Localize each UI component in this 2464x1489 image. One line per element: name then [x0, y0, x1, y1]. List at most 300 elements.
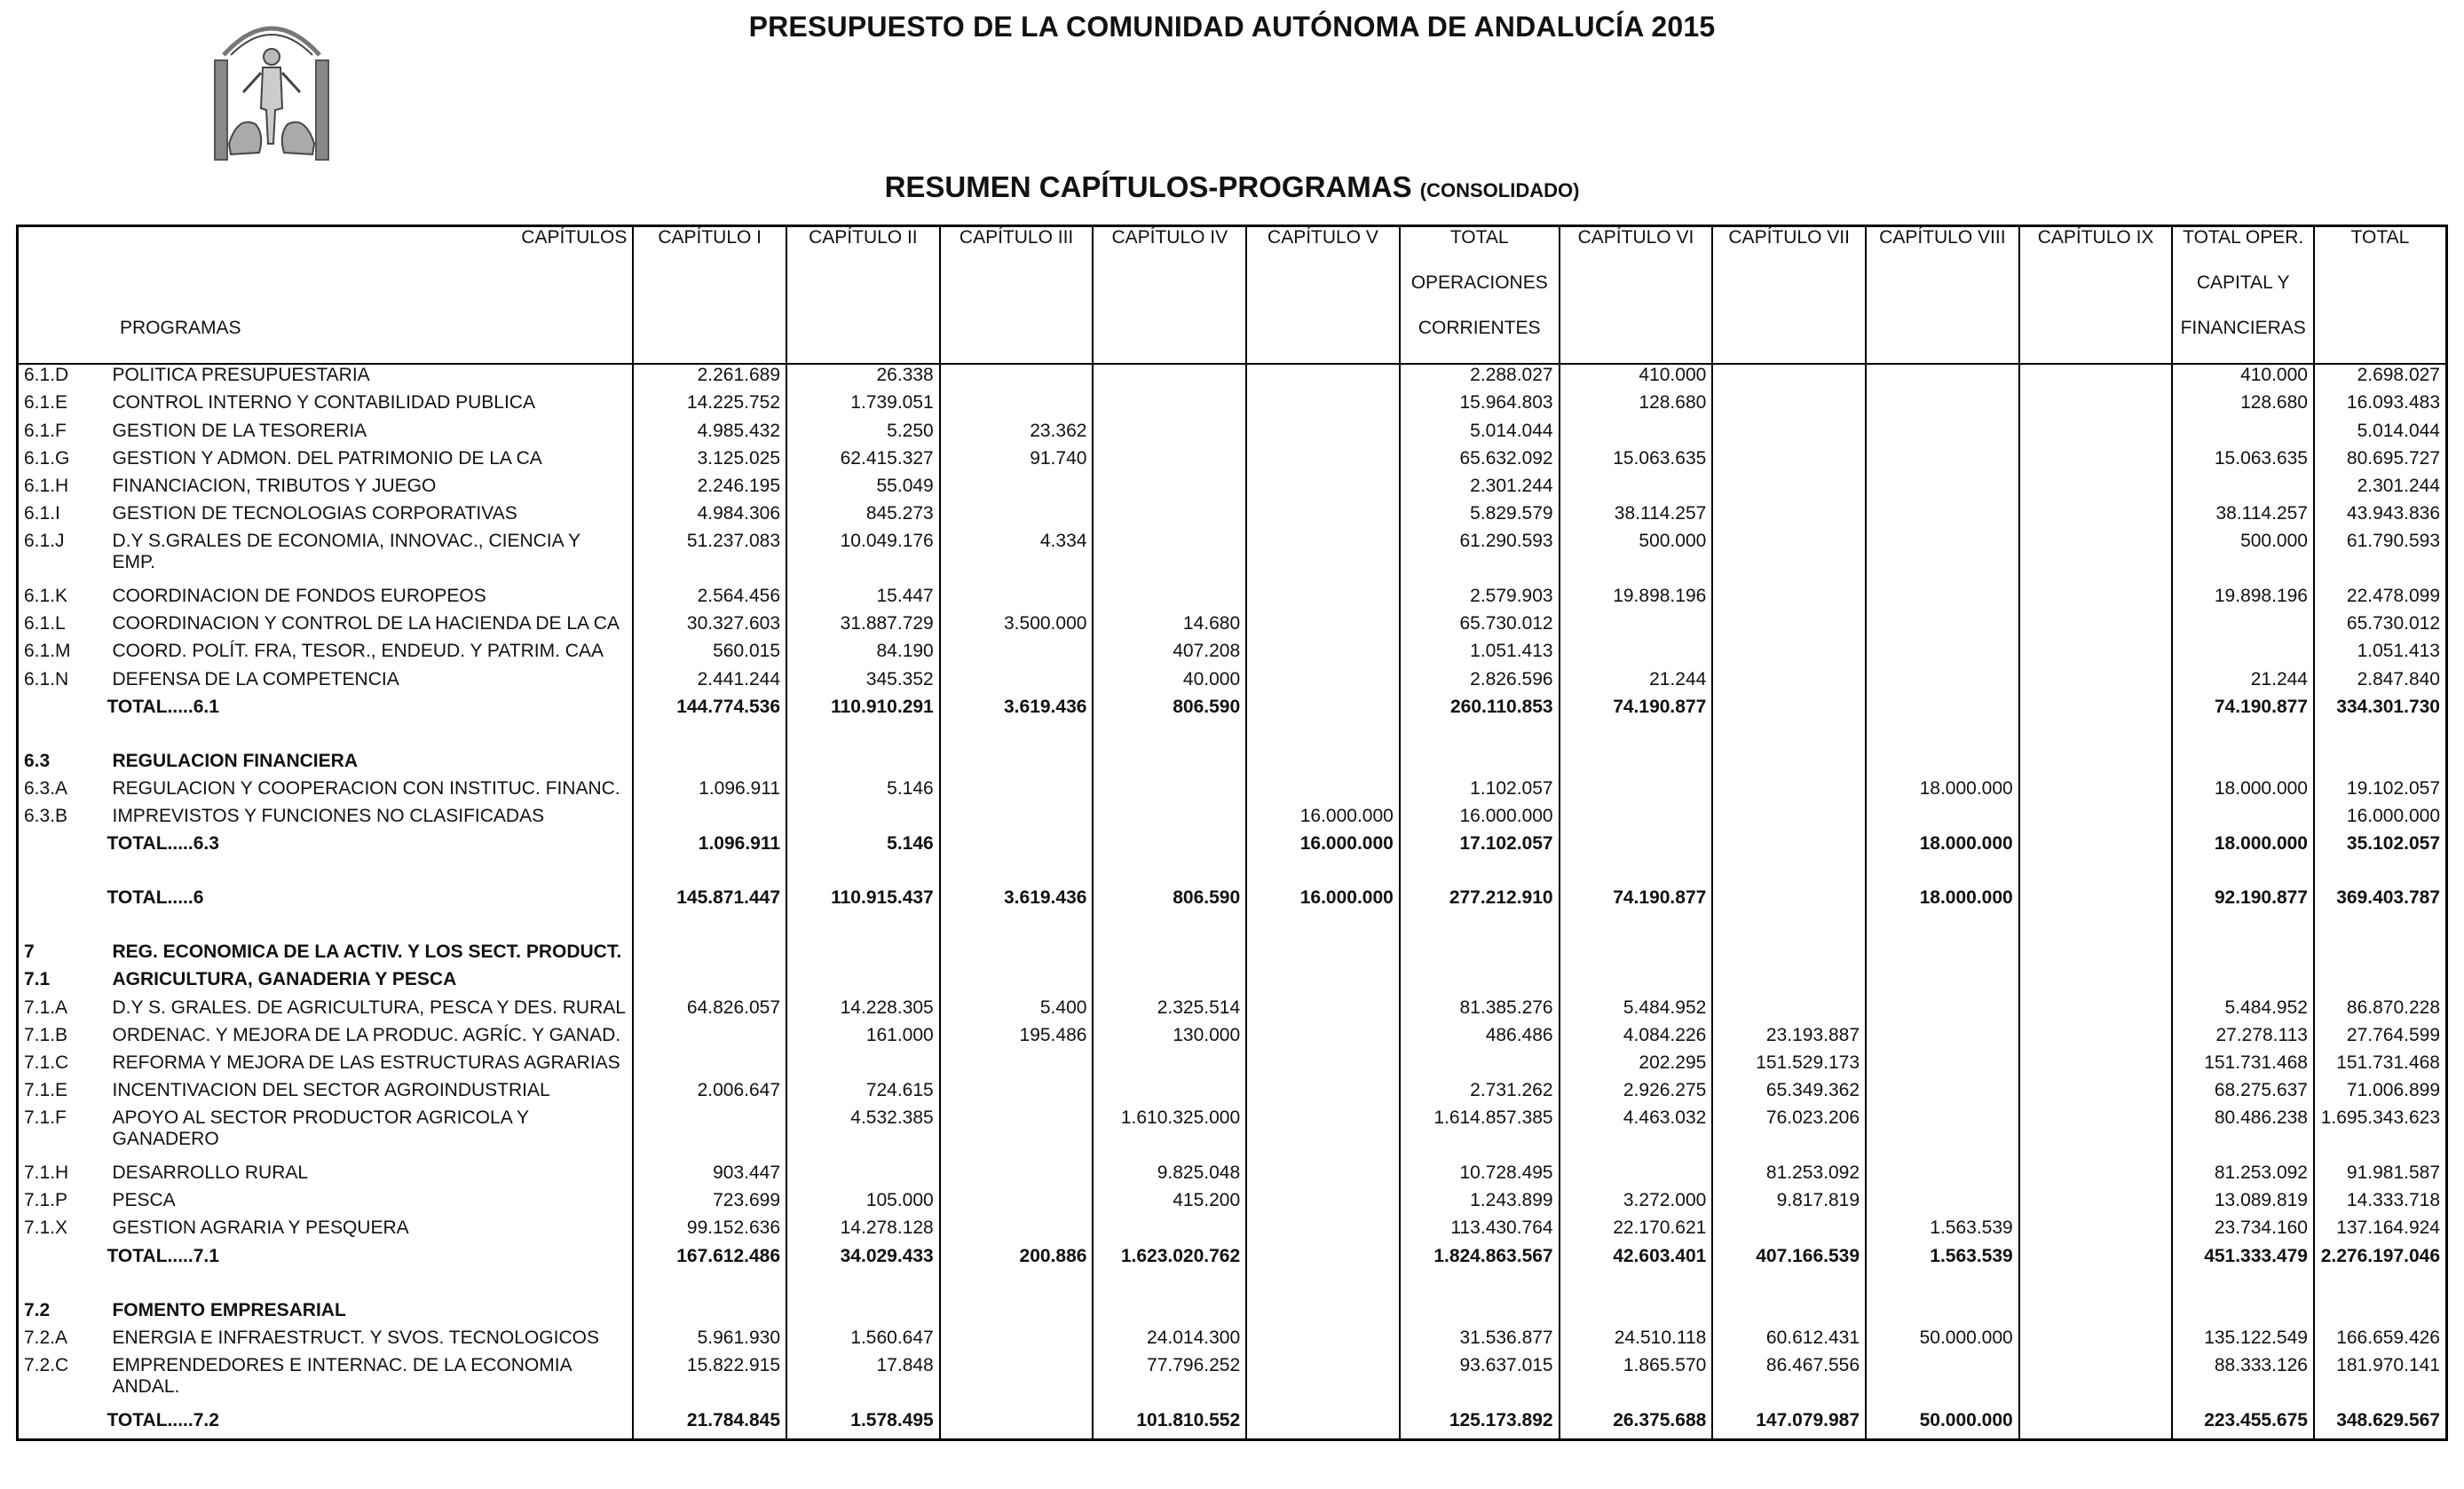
amount-cell [633, 1300, 786, 1327]
spacer-cell [2172, 724, 2314, 751]
amount-cell [1866, 969, 2019, 997]
column-header-line: CAPÍTULO VIII [1879, 227, 2006, 248]
amount-cell [1866, 392, 2019, 420]
amount-cell [940, 392, 1094, 420]
column-header-line [1566, 272, 1707, 318]
amount-cell [1093, 833, 1246, 861]
filler-row [18, 1438, 2447, 1439]
amount-cell [2019, 669, 2173, 697]
amount-cell [1866, 697, 2019, 724]
column-header-line [2026, 272, 2167, 318]
amount-cell [2019, 392, 2173, 420]
amount-cell: 16.093.483 [2314, 392, 2447, 420]
program-code: 7.1.C [24, 1052, 69, 1073]
amount-cell [1093, 364, 1246, 392]
amount-cell: 2.325.514 [1093, 997, 1246, 1025]
amount-cell [1400, 1300, 1560, 1327]
spacer-cell [1866, 915, 2019, 941]
amount-cell: 27.764.599 [2314, 1025, 2447, 1052]
amount-cell [2019, 997, 2173, 1025]
amount-cell [940, 941, 1094, 969]
amount-cell [1246, 778, 1400, 806]
amount-cell: 101.810.552 [1093, 1410, 1246, 1438]
amount-cell [1712, 806, 1866, 833]
amount-cell [2172, 421, 2314, 448]
spacer-cell [633, 915, 786, 941]
column-header-line: CAPÍTULO I [658, 227, 762, 248]
amount-cell: 30.327.603 [633, 613, 786, 641]
amount-cell: 99.152.636 [633, 1217, 786, 1245]
amount-cell: 65.730.012 [1400, 613, 1560, 641]
program-name: AGRICULTURA, GANADERIA Y PESCA [112, 969, 457, 990]
amount-cell: 806.590 [1093, 697, 1246, 724]
amount-cell [1712, 476, 1866, 503]
spacer-cell [1400, 1273, 1560, 1300]
spacer-cell [1560, 724, 1713, 751]
column-header [1400, 226, 1560, 365]
amount-cell: 167.612.486 [633, 1246, 786, 1273]
column-header-line: CAPÍTULO III [959, 227, 1074, 248]
amount-cell: 15.447 [786, 586, 940, 613]
total-row [18, 887, 2447, 915]
amount-cell [1560, 421, 1713, 448]
amount-cell [2019, 941, 2173, 969]
spacer-cell [1712, 1273, 1866, 1300]
program-code: 6.1.I [24, 502, 60, 524]
amount-cell: 14.278.128 [786, 1217, 940, 1245]
amount-cell [940, 476, 1094, 503]
program-code: 6.3.A [24, 777, 68, 799]
amount-cell: 42.603.401 [1560, 1246, 1713, 1273]
table-row [18, 476, 2447, 503]
amount-cell [940, 1300, 1094, 1327]
table-row [18, 364, 2447, 392]
amount-cell [1712, 1217, 1866, 1245]
spacer-cell [940, 724, 1094, 751]
amount-cell [1866, 448, 2019, 476]
amount-cell [2019, 833, 2173, 861]
filler-cell [940, 1438, 1094, 1439]
amount-cell [940, 806, 1094, 833]
amount-cell: 2.261.689 [633, 364, 786, 392]
amount-cell [1712, 392, 1866, 420]
column-header-line: FINANCIERAS [2180, 318, 2306, 338]
amount-cell: 10.049.176 [786, 531, 940, 586]
column-header-line [1252, 272, 1394, 318]
spacer-row [18, 915, 2447, 941]
amount-cell: 71.006.899 [2314, 1080, 2447, 1107]
program-code: 7.2.A [24, 1327, 68, 1348]
spacer-cell [1400, 915, 1560, 941]
amount-cell: 1.865.570 [1560, 1355, 1713, 1410]
amount-cell [2314, 969, 2447, 997]
program-code: 6.1.M [24, 641, 71, 662]
program-code: 6.1.G [24, 447, 70, 469]
table-row [18, 1162, 2447, 1190]
amount-cell [1560, 613, 1713, 641]
amount-cell [1866, 476, 2019, 503]
amount-cell: 3.272.000 [1560, 1190, 1713, 1217]
table-row [18, 751, 2447, 778]
filler-cell [1560, 1438, 1713, 1439]
program-name: TOTAL.....6 [107, 887, 204, 909]
column-header-line: CAPÍTULO V [1268, 227, 1378, 248]
amount-cell: 147.079.987 [1712, 1410, 1866, 1438]
spacer-cell [2314, 861, 2447, 887]
amount-cell [1712, 778, 1866, 806]
amount-cell: 166.659.426 [2314, 1327, 2447, 1355]
filler-cell [1712, 1438, 1866, 1439]
spacer-cell [2019, 724, 2173, 751]
amount-cell [1560, 1162, 1713, 1190]
program-code: 6.3 [24, 750, 51, 771]
amount-cell: 5.146 [786, 778, 940, 806]
amount-cell: 223.455.675 [2172, 1410, 2314, 1438]
table-row [18, 941, 2447, 969]
amount-cell: 15.063.635 [2172, 448, 2314, 476]
amount-cell [940, 1355, 1094, 1410]
amount-cell: 24.510.118 [1560, 1327, 1713, 1355]
amount-cell: 91.981.587 [2314, 1162, 2447, 1190]
amount-cell: 4.334 [940, 531, 1094, 586]
amount-cell: 2.731.262 [1400, 1080, 1560, 1107]
amount-cell [940, 1052, 1094, 1080]
amount-cell: 68.275.637 [2172, 1080, 2314, 1107]
amount-cell [1246, 1080, 1400, 1107]
spacer-cell [2314, 724, 2447, 751]
amount-cell [1246, 421, 1400, 448]
amount-cell [2019, 1052, 2173, 1080]
amount-cell [1866, 751, 2019, 778]
amount-cell: 2.564.456 [633, 586, 786, 613]
amount-cell: 1.096.911 [633, 778, 786, 806]
amount-cell: 3.500.000 [940, 613, 1094, 641]
amount-cell [1866, 669, 2019, 697]
table-row [18, 997, 2447, 1025]
amount-cell: 18.000.000 [1866, 887, 2019, 915]
column-header [1712, 226, 1866, 365]
amount-cell: 17.848 [786, 1355, 940, 1410]
program-code: 7.1.X [24, 1217, 68, 1239]
table-row [18, 1327, 2447, 1355]
amount-cell: 260.110.853 [1400, 697, 1560, 724]
program-name: D.Y S. GRALES. DE AGRICULTURA, PESCA Y DES. RURAL [112, 997, 626, 1018]
amount-cell: 74.190.877 [1560, 697, 1713, 724]
table-row [18, 1080, 2447, 1107]
amount-cell [2172, 941, 2314, 969]
amount-cell: 50.000.000 [1866, 1327, 2019, 1355]
amount-cell: 64.826.057 [633, 997, 786, 1025]
amount-cell [633, 969, 786, 997]
column-header [1093, 226, 1246, 365]
amount-cell: 415.200 [1093, 1190, 1246, 1217]
amount-cell: 5.961.930 [633, 1327, 786, 1355]
table-row [18, 1217, 2447, 1245]
amount-cell: 1.560.647 [786, 1327, 940, 1355]
total-row [18, 1410, 2447, 1438]
spacer-cell [1560, 1273, 1713, 1300]
amount-cell: 277.212.910 [1400, 887, 1560, 915]
amount-cell: 137.164.924 [2314, 1217, 2447, 1245]
amount-cell: 125.173.892 [1400, 1410, 1560, 1438]
amount-cell: 18.000.000 [2172, 778, 2314, 806]
amount-cell: 4.084.226 [1560, 1025, 1713, 1052]
amount-cell: 38.114.257 [2172, 503, 2314, 531]
amount-cell [2019, 969, 2173, 997]
amount-cell [940, 833, 1094, 861]
table-row [18, 641, 2447, 668]
column-header-line: CORRIENTES [1418, 318, 1541, 338]
amount-cell: 74.190.877 [2172, 697, 2314, 724]
amount-cell: 451.333.479 [2172, 1246, 2314, 1273]
spacer-cell [107, 915, 633, 941]
amount-cell [1866, 1052, 2019, 1080]
amount-cell [633, 941, 786, 969]
amount-cell: 23.362 [940, 421, 1094, 448]
amount-cell [1246, 1300, 1400, 1327]
amount-cell [1866, 941, 2019, 969]
amount-cell: 84.190 [786, 641, 940, 668]
amount-cell [1246, 941, 1400, 969]
amount-cell [1712, 531, 1866, 586]
amount-cell: 16.000.000 [2314, 806, 2447, 833]
amount-cell: 1.614.857.385 [1400, 1107, 1560, 1162]
filler-cell [786, 1438, 940, 1439]
column-header [1560, 226, 1713, 365]
amount-cell: 38.114.257 [1560, 503, 1713, 531]
spacer-cell [18, 724, 107, 751]
amount-cell [2019, 1327, 2173, 1355]
amount-cell [940, 969, 1094, 997]
amount-cell: 110.915.437 [786, 887, 940, 915]
amount-cell [2019, 1246, 2173, 1273]
amount-cell [1866, 641, 2019, 668]
amount-cell: 15.964.803 [1400, 392, 1560, 420]
amount-cell [786, 751, 940, 778]
spacer-cell [633, 724, 786, 751]
program-code: 7 [24, 941, 35, 963]
amount-cell [1712, 669, 1866, 697]
amount-cell: 2.926.275 [1560, 1080, 1713, 1107]
column-header-line [1872, 272, 2013, 318]
amount-cell [2019, 641, 2173, 668]
amount-cell [1866, 1355, 2019, 1410]
amount-cell [1560, 641, 1713, 668]
amount-cell [633, 1025, 786, 1052]
amount-cell: 345.352 [786, 669, 940, 697]
program-code: 6.1.F [24, 420, 67, 441]
table-row [18, 503, 2447, 531]
column-header [2314, 226, 2447, 365]
amount-cell: 181.970.141 [2314, 1355, 2447, 1410]
amount-cell: 5.146 [786, 833, 940, 861]
spacer-row [18, 1273, 2447, 1300]
column-header [940, 226, 1094, 365]
amount-cell: 1.102.057 [1400, 778, 1560, 806]
amount-cell [1866, 613, 2019, 641]
amount-cell [1093, 1300, 1246, 1327]
table-row [18, 1107, 2447, 1162]
spacer-cell [1400, 861, 1560, 887]
amount-cell [2019, 1410, 2173, 1438]
column-header [2172, 226, 2314, 365]
spacer-cell [1400, 724, 1560, 751]
amount-cell [2019, 1190, 2173, 1217]
amount-cell: 2.276.197.046 [2314, 1246, 2447, 1273]
amount-cell: 61.290.593 [1400, 531, 1560, 586]
amount-cell [2019, 1107, 2173, 1162]
spacer-cell [18, 1273, 107, 1300]
spacer-cell [2314, 1273, 2447, 1300]
amount-cell [940, 586, 1094, 613]
amount-cell: 4.463.032 [1560, 1107, 1713, 1162]
header-programas: PROGRAMAS [120, 318, 241, 338]
amount-cell: 145.871.447 [633, 887, 786, 915]
amount-cell: 202.295 [1560, 1052, 1713, 1080]
amount-cell [1246, 476, 1400, 503]
amount-cell: 410.000 [1560, 364, 1713, 392]
amount-cell [940, 1162, 1094, 1190]
table-row [18, 1355, 2447, 1410]
amount-cell: 723.699 [633, 1190, 786, 1217]
column-header-line: CAPÍTULO VI [1577, 227, 1694, 248]
filler-cell [1246, 1438, 1400, 1439]
amount-cell [1093, 392, 1246, 420]
program-name: PESCA [112, 1190, 176, 1211]
amount-cell [1560, 778, 1713, 806]
amount-cell [2019, 476, 2173, 503]
amount-cell: 560.015 [633, 641, 786, 668]
amount-cell: 18.000.000 [1866, 778, 2019, 806]
amount-cell [1093, 421, 1246, 448]
amount-cell: 2.301.244 [1400, 476, 1560, 503]
program-code [18, 887, 107, 915]
amount-cell: 21.244 [2172, 669, 2314, 697]
header-capitulos: CAPÍTULOS [521, 227, 628, 248]
report-subtitle [0, 170, 2464, 204]
amount-cell [1246, 448, 1400, 476]
amount-cell: 1.563.539 [1866, 1246, 2019, 1273]
total-row [18, 1246, 2447, 1273]
program-code: 7.1 [24, 969, 51, 990]
amount-cell: 5.484.952 [1560, 997, 1713, 1025]
amount-cell: 2.698.027 [2314, 364, 2447, 392]
program-name: COORDINACION Y CONTROL DE LA HACIENDA DE LA CA [112, 613, 620, 634]
amount-cell [1560, 476, 1713, 503]
amount-cell: 2.246.195 [633, 476, 786, 503]
amount-cell: 31.536.877 [1400, 1327, 1560, 1355]
column-header-line [2320, 318, 2440, 363]
amount-cell [1093, 476, 1246, 503]
amount-cell: 1.824.863.567 [1400, 1246, 1560, 1273]
amount-cell [1400, 941, 1560, 969]
spacer-cell [107, 861, 633, 887]
amount-cell: 88.333.126 [2172, 1355, 2314, 1410]
table-row [18, 806, 2447, 833]
spacer-row [18, 724, 2447, 751]
amount-cell: 61.790.593 [2314, 531, 2447, 586]
amount-cell [2019, 613, 2173, 641]
header-capitulos-programas [18, 226, 634, 365]
amount-cell [1866, 1025, 2019, 1052]
amount-cell: 22.478.099 [2314, 586, 2447, 613]
amount-cell [1093, 448, 1246, 476]
amount-cell [2019, 751, 2173, 778]
amount-cell: 3.619.436 [940, 887, 1094, 915]
spacer-cell [940, 1273, 1094, 1300]
column-header-line [946, 318, 1087, 363]
amount-cell: 2.579.903 [1400, 586, 1560, 613]
amount-cell [786, 806, 940, 833]
program-name: TOTAL.....7.2 [107, 1410, 219, 1431]
column-header-line: CAPITAL Y [2196, 272, 2290, 293]
amount-cell [1093, 503, 1246, 531]
column-header-line [1872, 318, 2013, 363]
amount-cell [1246, 586, 1400, 613]
spacer-cell [107, 724, 633, 751]
amount-cell: 76.023.206 [1712, 1107, 1866, 1162]
amount-cell [1246, 697, 1400, 724]
program-code: 7.2.C [24, 1354, 69, 1375]
amount-cell [2172, 1300, 2314, 1327]
amount-cell [1712, 421, 1866, 448]
amount-cell [1866, 421, 2019, 448]
program-code: 6.1.E [24, 392, 68, 414]
amount-cell: 13.089.819 [2172, 1190, 2314, 1217]
amount-cell: 1.563.539 [1866, 1217, 2019, 1245]
amount-cell: 2.826.596 [1400, 669, 1560, 697]
column-header-line: TOTAL [2350, 227, 2410, 248]
spacer-cell [786, 724, 940, 751]
amount-cell: 14.225.752 [633, 392, 786, 420]
amount-cell: 2.288.027 [1400, 364, 1560, 392]
amount-cell: 5.014.044 [2314, 421, 2447, 448]
amount-cell: 845.273 [786, 503, 940, 531]
amount-cell: 60.612.431 [1712, 1327, 1866, 1355]
amount-cell [1246, 1355, 1400, 1410]
column-header-line [2320, 272, 2440, 318]
column-header-line: TOTAL OPER. [2183, 227, 2304, 248]
amount-cell: 74.190.877 [1560, 887, 1713, 915]
amount-cell [940, 641, 1094, 668]
amount-cell: 65.349.362 [1712, 1080, 1866, 1107]
amount-cell: 34.029.433 [786, 1246, 940, 1273]
program-name: ENERGIA E INFRAESTRUCT. Y SVOS. TECNOLOGICOS [112, 1327, 599, 1348]
program-name: CONTROL INTERNO Y CONTABILIDAD PUBLICA [112, 392, 535, 414]
filler-cell [2314, 1438, 2447, 1439]
table-row [18, 392, 2447, 420]
column-header-line [639, 318, 780, 363]
amount-cell [1866, 1080, 2019, 1107]
amount-cell: 81.253.092 [2172, 1162, 2314, 1190]
amount-cell: 348.629.567 [2314, 1410, 2447, 1438]
amount-cell [1712, 969, 1866, 997]
amount-cell: 15.063.635 [1560, 448, 1713, 476]
amount-cell [1246, 1052, 1400, 1080]
amount-cell [1560, 833, 1713, 861]
program-name: COORDINACION DE FONDOS EUROPEOS [112, 586, 486, 607]
program-code [18, 833, 107, 861]
amount-cell: 500.000 [2172, 531, 2314, 586]
amount-cell [1093, 1052, 1246, 1080]
amount-cell [1246, 392, 1400, 420]
amount-cell [2019, 887, 2173, 915]
program-code: 6.3.B [24, 805, 68, 826]
amount-cell [2314, 751, 2447, 778]
program-code: 6.1.K [24, 586, 68, 607]
amount-cell [1866, 531, 2019, 586]
amount-cell: 1.695.343.623 [2314, 1107, 2447, 1162]
